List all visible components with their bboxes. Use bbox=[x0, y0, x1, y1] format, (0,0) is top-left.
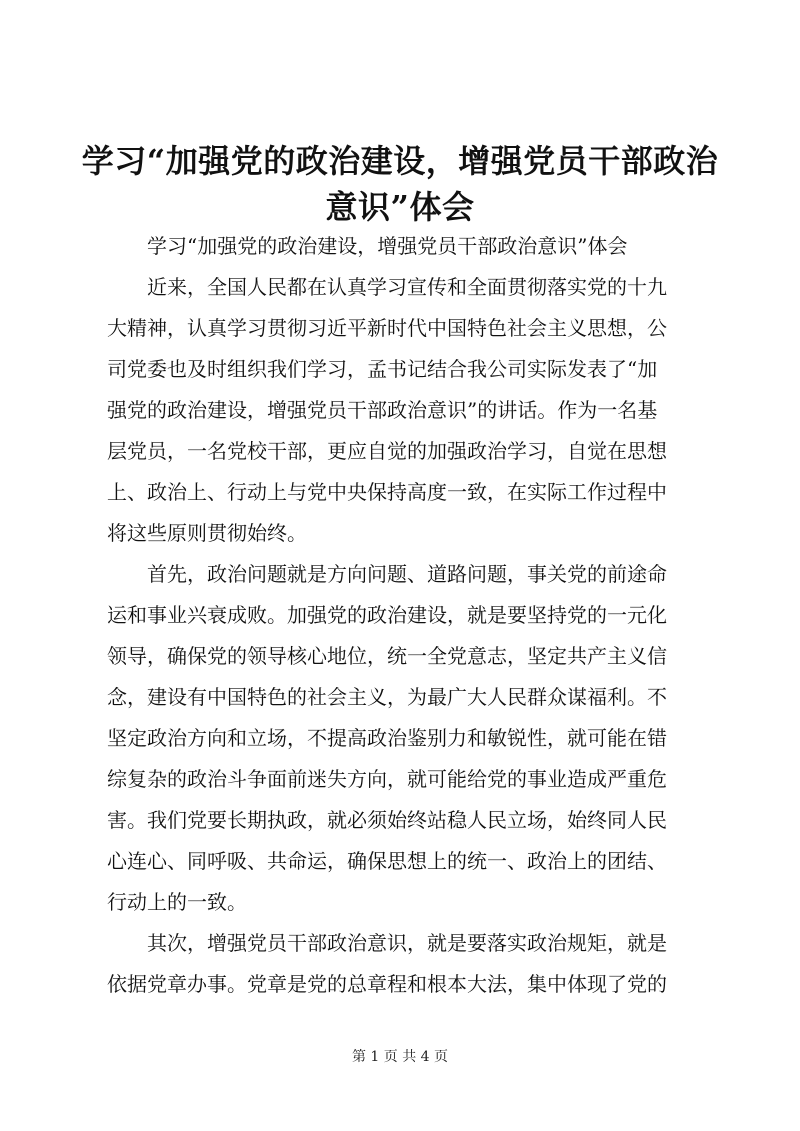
page-footer: 第 1 页 共 4 页 bbox=[351, 1049, 449, 1065]
title-line: 学习“加强党的政治建设，增强党员干部政治 bbox=[81, 142, 719, 180]
document-body bbox=[107, 226, 701, 1005]
paragraph-line: 上、政治上、行动上与党中央保持高度一致，在实际工作过程中 bbox=[107, 480, 667, 504]
paragraph-line: 念，建设有中国特色的社会主义，为最广大人民群众谋福利。不 bbox=[107, 685, 667, 709]
paragraph-line: 坚定政治方向和立场，不提高政治鉴别力和敏锐性，就可能在错 bbox=[107, 726, 667, 750]
subtitle-paragraph bbox=[107, 226, 701, 267]
paragraph-line: 领导，确保党的领导核心地位，统一全党意志，坚定共产主义信 bbox=[107, 644, 667, 668]
paragraph-line: 依据党章办事。党章是党的总章程和根本大法，集中体现了党的 bbox=[107, 972, 667, 996]
paragraph-first bbox=[107, 554, 701, 923]
paragraph-line: 综复杂的政治斗争面前迷失方向，就可能给党的事业造成严重危 bbox=[107, 767, 667, 791]
paragraph-line: 心连心、同呼吸、共命运，确保思想上的统一、政治上的团结、 bbox=[107, 849, 667, 873]
paragraph-line: 学习“加强党的政治建设，增强党员干部政治意识”体会 bbox=[147, 234, 628, 258]
paragraph-line: 行动上的一致。 bbox=[107, 890, 247, 914]
paragraph-line: 首先，政治问题就是方向问题、道路问题，事关党的前途命 bbox=[147, 562, 667, 586]
paragraph-second bbox=[107, 923, 701, 1005]
paragraph-line: 近来，全国人民都在认真学习宣传和全面贯彻落实党的十九 bbox=[147, 275, 667, 299]
paragraph-line: 司党委也及时组织我们学习，孟书记结合我公司实际发表了“加 bbox=[107, 357, 658, 381]
paragraph-line: 其次，增强党员干部政治意识，就是要落实政治规矩，就是 bbox=[147, 931, 667, 955]
document-title bbox=[60, 138, 740, 230]
paragraph-line: 将这些原则贯彻始终。 bbox=[107, 521, 307, 545]
paragraph-line: 大精神，认真学习贯彻习近平新时代中国特色社会主义思想，公 bbox=[107, 316, 667, 340]
paragraph-line: 运和事业兴衰成败。加强党的政治建设，就是要坚持党的一元化 bbox=[107, 603, 667, 627]
paragraph-line: 强党的政治建设，增强党员干部政治意识”的讲话。作为一名基 bbox=[107, 398, 658, 422]
paragraph-line: 层党员，一名党校干部，更应自觉的加强政治学习，自觉在思想 bbox=[107, 439, 667, 463]
paragraph-intro bbox=[107, 267, 701, 554]
title-line: 意识”体会 bbox=[325, 188, 475, 226]
paragraph-line: 害。我们党要长期执政，就必须始终站稳人民立场，始终同人民 bbox=[107, 808, 667, 832]
